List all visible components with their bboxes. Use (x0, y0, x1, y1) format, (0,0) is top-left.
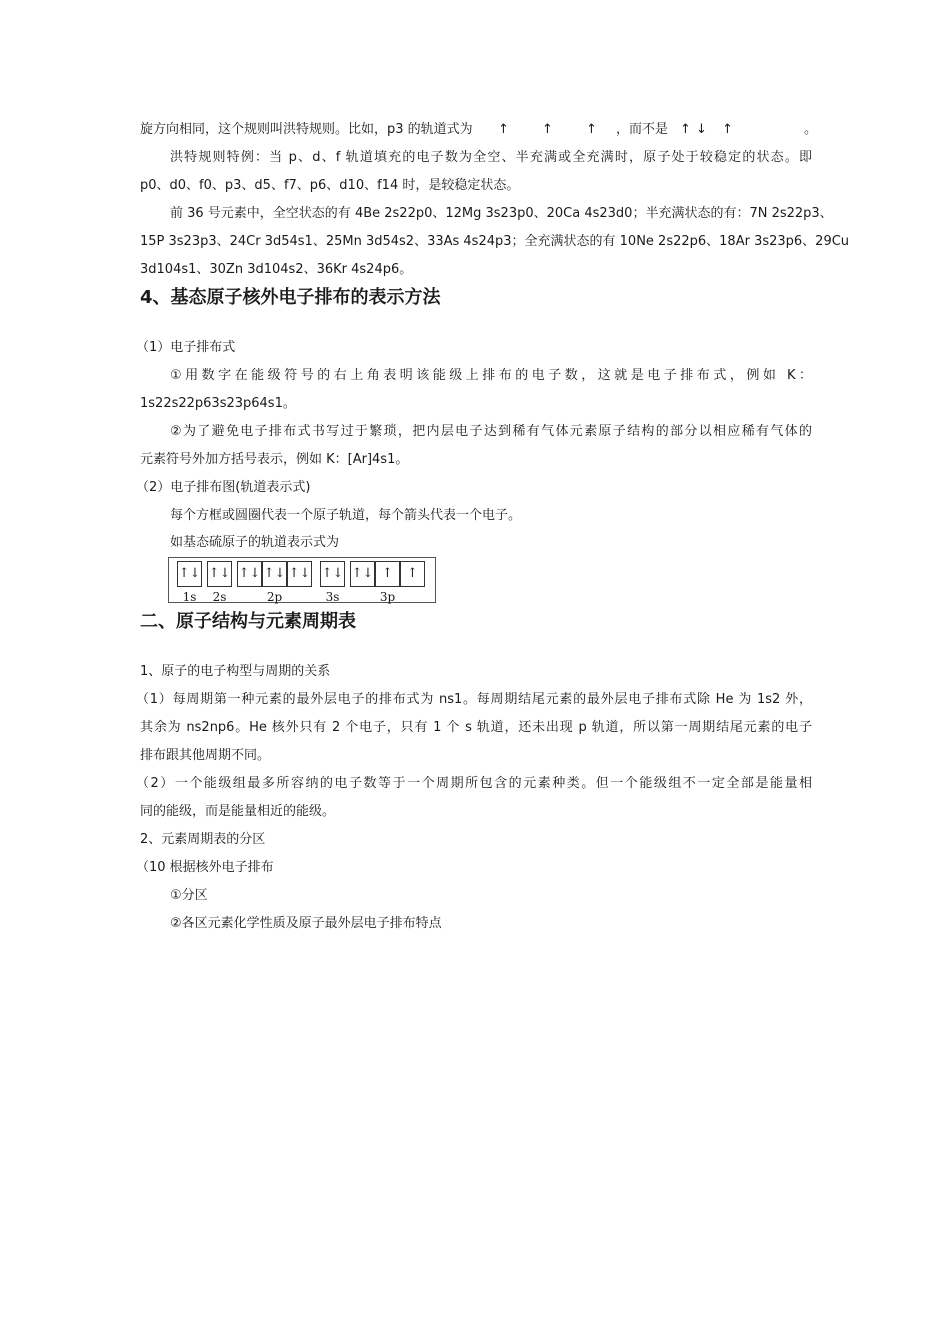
subsection-2-label: （2）电子排布图(轨道表示式) (136, 480, 311, 495)
orbital-box: ↑↓ (350, 561, 375, 587)
chapter-2-title: 二、原子结构与元素周期表 (140, 611, 356, 632)
period-para1-line1: （1）每周期第一种元素的最外层电子的排布式为 ns1。每周期结尾元素的最外层电子排布式除 He 为 1s2 外， (136, 692, 812, 707)
up-arrow-icon: ↑ (498, 122, 509, 137)
end-punct: 。 (804, 122, 818, 137)
orbital-label: 2s (212, 590, 227, 604)
orbital-diagram-desc: 每个方框或圆圈代表一个原子轨道，每个箭头代表一个电子。 (170, 508, 522, 523)
orbital-box: ↑↓ (262, 561, 287, 587)
orbital-box: ↑↓ (177, 561, 202, 587)
subsection-1-label: （1）电子排布式 (136, 340, 236, 355)
stable-list-line1: 前 36 号元素中，全空状态的有 4Be 2s22p0、12Mg 3s23p0、20Ca 4s23d0；半充满状态的有：7N 2s22p3、 (170, 206, 833, 221)
orbital-group-3s (320, 561, 345, 604)
config-para1-line2: 1s22s22p63s23p64s1。 (140, 396, 296, 411)
sulfur-orbital-caption: 如基态硫原子的轨道表示式为 (170, 535, 340, 550)
orbital-group-2s (207, 561, 232, 604)
down-arrow-icon: ↓ (696, 122, 707, 137)
section-2-item1: ①分区 (170, 888, 208, 903)
orbital-group-1s (177, 561, 202, 604)
up-arrow-icon: ↑ (542, 122, 553, 137)
config-para1-line1: ①用数字在能级符号的右上角表明该能级上排布的电子数，这就是电子排布式，例如 K： (170, 368, 812, 383)
orbital-label: 2p (266, 590, 283, 604)
period-para2-line1: （2）一个能级组最多所容纳的电子数等于一个周期所包含的元素种类。但一个能级组不一定全部是能量相 (136, 776, 812, 791)
section-2-title: 2、元素周期表的分区 (140, 832, 266, 847)
up-arrow-icon: ↑ (680, 122, 691, 137)
period-para1-line2: 其余为 ns2np6。He 核外只有 2 个电子，只有 1 个 s 轨道，还未出现 p 轨道，所以第一周期结尾元素的电子 (140, 720, 812, 735)
orbital-box: ↑↓ (287, 561, 312, 587)
orbital-group-2p (237, 561, 312, 604)
orbital-label: 3p (379, 590, 396, 604)
orbital-box: ↑ (400, 561, 425, 587)
config-para2-line2: 元素符号外加方括号表示，例如 K：[Ar]4s1。 (140, 452, 409, 467)
up-arrow-icon: ↑ (586, 122, 597, 137)
orbital-label: 1s (182, 590, 197, 604)
orbital-box: ↑↓ (320, 561, 345, 587)
orbital-group-3p (350, 561, 425, 604)
hund-special-line2: p0、d0、f0、p3、d5、f7、p6、d10、f14 时，是较稳定状态。 (140, 178, 520, 193)
config-para2-line1: ②为了避免电子排布式书写过于繁琐，把内层电子达到稀有气体元素原子结构的部分以相应稀有气体的 (170, 424, 812, 439)
not-text: ，而不是 (616, 122, 669, 137)
section-1-title: 1、原子的电子构型与周期的关系 (140, 664, 331, 679)
section-4-title: 4、基态原子核外电子排布的表示方法 (140, 287, 441, 308)
stable-list-line2: 15P 3s23p3、24Cr 3d54s1、25Mn 3d54s2、33As 4s24p3；全充满状态的有 10Ne 2s22p6、18Ar 3s23p6、29Cu (140, 234, 850, 249)
section-2-item2: ②各区元素化学性质及原子最外层电子排布特点 (170, 916, 442, 931)
orbital-box: ↑ (375, 561, 400, 587)
sulfur-orbital-diagram (168, 557, 436, 603)
hund-special-line1: 洪特规则特例：当 p、d、f 轨道填充的电子数为全空、半充满或全充满时，原子处于较稳定的状态。即 (170, 150, 812, 165)
hund-rule-line (140, 120, 818, 140)
period-para1-line3: 排布跟其他周期不同。 (140, 748, 271, 763)
hund-rule-text: 旋方向相同，这个规则叫洪特规则。比如，p3 的轨道式为 (140, 122, 473, 137)
orbital-label: 3s (325, 590, 340, 604)
orbital-box: ↑↓ (237, 561, 262, 587)
section-2-sub: （10 根据核外电子排布 (136, 860, 274, 875)
up-arrow-icon: ↑ (722, 122, 733, 137)
stable-list-line3: 3d104s1、30Zn 3d104s2、36Kr 4s24p6。 (140, 262, 413, 277)
orbital-box: ↑↓ (207, 561, 232, 587)
period-para2-line2: 同的能级，而是能量相近的能级。 (140, 804, 336, 819)
